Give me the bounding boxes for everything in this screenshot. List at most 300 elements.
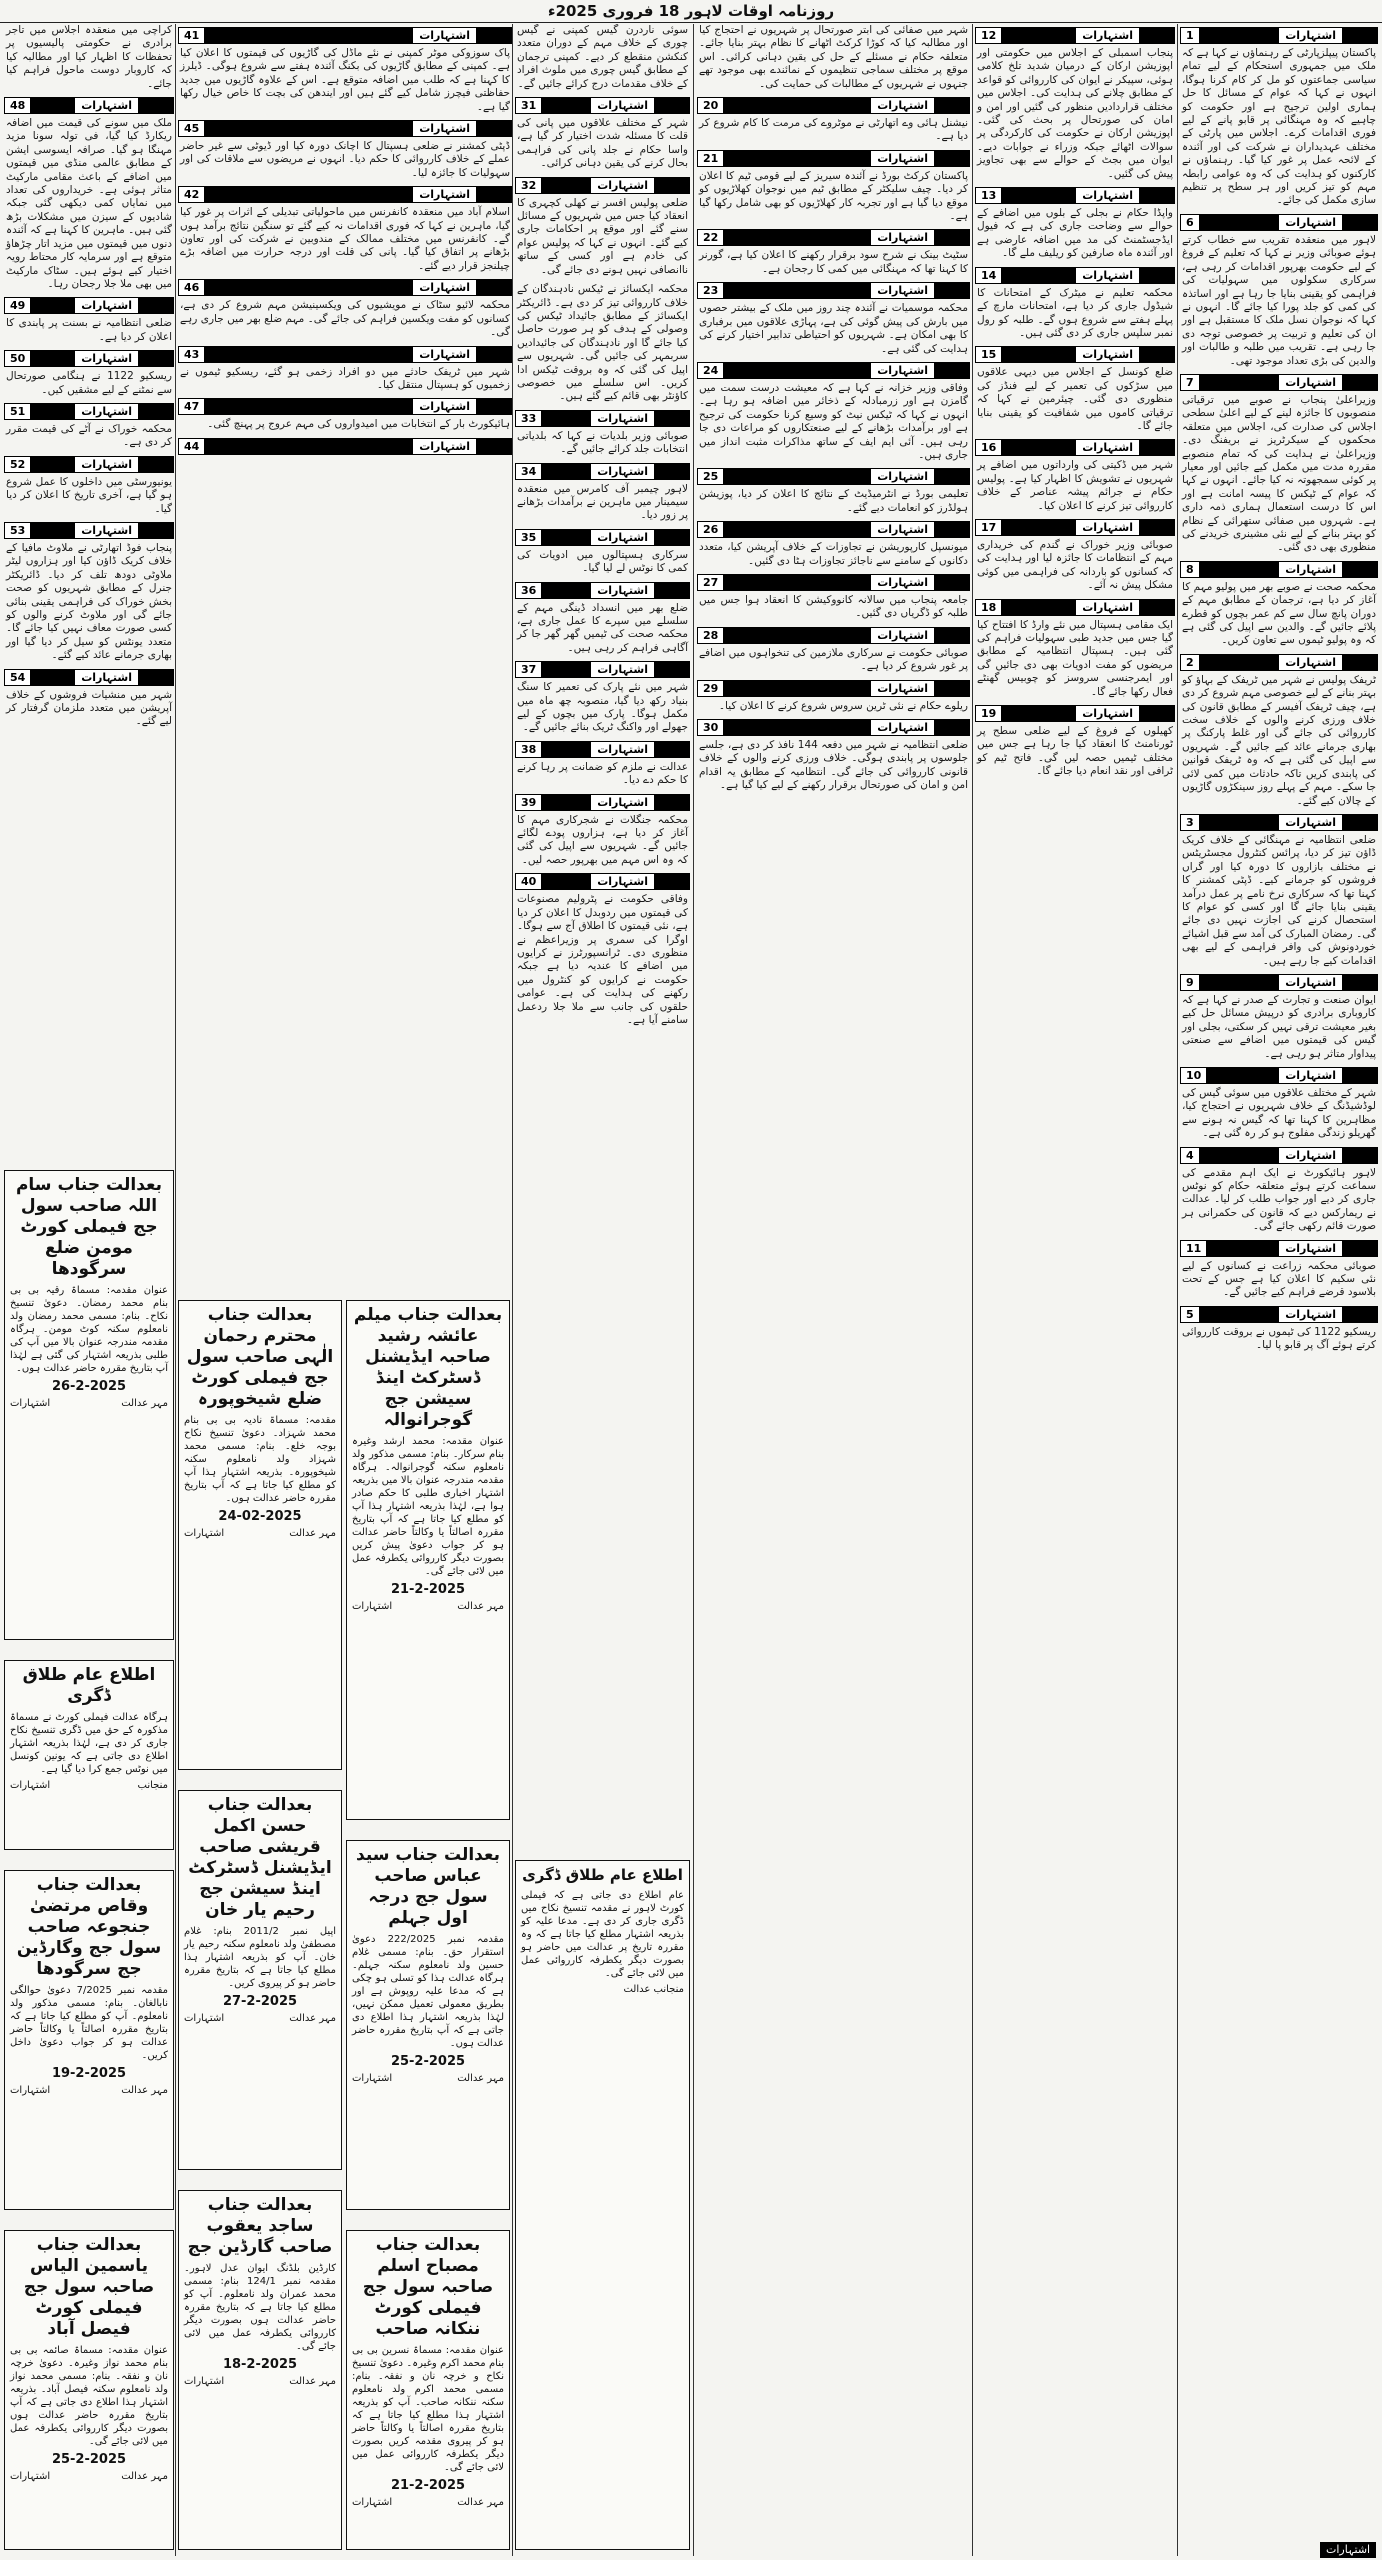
section-tag: اشتہارات bbox=[871, 628, 934, 643]
item-body: سوئی ناردرن گیس کمپنی نے گیس چوری کے خلاف مہم کے دوران متعدد کنکشن منقطع کر دیے۔ کمپنی ترجمان کے مطابق گیس چوری میں ملوث افراد کے خلاف مقدمات درج کرائے جائیں گے۔ bbox=[517, 24, 688, 90]
section-tag: اشتہارات bbox=[413, 187, 476, 202]
news-item bbox=[1180, 1306, 1378, 1353]
item-number: 48 bbox=[4, 97, 31, 114]
news-item bbox=[4, 456, 174, 516]
ad-court-title: بعدالت جناب یاسمین الیاس صاحبہ سول جج فیملی کورٹ فیصل آباد bbox=[23, 2235, 155, 2339]
section-tag: اشتہارات bbox=[591, 583, 654, 598]
item-body: شہر کے مختلف علاقوں میں پانی کی قلت کا مسئلہ شدت اختیار کر گیا ہے، واسا حکام نے جلد پانی کی فراہمی بحال کرنے کی یقین دہانی کرائی۔ bbox=[517, 117, 688, 170]
item-header-bar bbox=[4, 456, 174, 473]
ad-signature: منجانب اشتہارات bbox=[10, 1780, 168, 1791]
item-header-bar bbox=[975, 599, 1175, 616]
item-number: 36 bbox=[515, 582, 542, 599]
item-body: ضلع کونسل کے اجلاس میں دیہی علاقوں میں سڑکوں کی تعمیر کے لیے فنڈز کی منظوری دی گئی۔ چیئرمین نے کہا کہ ترقیاتی کاموں میں شفافیت کو یقینی بنایا جائے گا۔ bbox=[977, 366, 1173, 432]
item-number: 22 bbox=[697, 229, 724, 246]
item-number: 26 bbox=[697, 521, 724, 538]
item-header-bar bbox=[975, 519, 1175, 536]
item-body: واپڈا حکام نے بجلی کے بلوں میں اضافے کے حوالے سے وضاحت جاری کی ہے کہ فیول ایڈجسٹمنٹ کی مد میں اضافہ عارضی ہے اور آئندہ ماہ صارفین کو ریلیف ملے گا۔ bbox=[977, 207, 1173, 260]
section-tag: اشتہارات bbox=[75, 404, 138, 419]
ad-body: عنوان مقدمہ: مسماۃ نسرین بی بی بنام محمد اکرم وغیرہ۔ دعویٰ تنسیخ نکاح و خرچہ نان و نفقہ۔ بنام: مسمی محمد اکرم ولد نامعلوم سکنہ ننکانہ صاحب۔ آپ کو بذریعہ اشتہار ہذا مطلع کیا جاتا ہے کہ بتاریخ مقررہ اصالتاً یا وکالتاً حاضر ہو کر پیروی مقدمہ کریں بصورت دیگر یکطرفہ کارروائی عمل میں لائی جائے گی۔ bbox=[352, 2345, 504, 2473]
news-item bbox=[975, 705, 1175, 779]
news-item bbox=[178, 279, 512, 339]
news-item bbox=[697, 521, 970, 568]
news-item bbox=[697, 680, 970, 713]
item-header-bar bbox=[697, 680, 970, 697]
item-body: عدالت نے ملزم کو ضمانت پر رہا کرنے کا حکم دے دیا۔ bbox=[517, 760, 688, 787]
item-header-bar bbox=[975, 267, 1175, 284]
section-tag: اشتہارات bbox=[591, 795, 654, 810]
item-header-bar bbox=[4, 522, 174, 539]
item-header-bar bbox=[515, 529, 690, 546]
item-number: 6 bbox=[1180, 214, 1200, 231]
item-body: کراچی میں منعقدہ اجلاس میں تاجر برادری نے حکومتی پالیسیوں پر تحفظات کا اظہار کیا اور مطالبہ کیا کہ کاروبار دوست ماحول فراہم کیا جائے۔ bbox=[6, 24, 172, 90]
item-number: 13 bbox=[975, 187, 1002, 204]
section-tag: اشتہارات bbox=[1279, 375, 1342, 390]
court-ad bbox=[4, 2230, 174, 2550]
item-body: صوبائی محکمہ زراعت نے کسانوں کے لیے نئی سکیم کا اعلان کیا ہے جس کے تحت بلاسود قرضے فراہم کیے جائیں گے۔ bbox=[1182, 1259, 1376, 1299]
news-item bbox=[975, 27, 1175, 181]
item-body: ریسکیو 1122 کی ٹیموں نے بروقت کارروائی کرتے ہوئے آگ پر قابو پا لیا۔ bbox=[1182, 1325, 1376, 1352]
court-ad bbox=[4, 1870, 174, 2210]
news-item bbox=[1180, 654, 1378, 808]
section-tag: اشتہارات bbox=[871, 151, 934, 166]
column-c1 bbox=[1180, 24, 1378, 2554]
item-header-bar bbox=[515, 97, 690, 114]
news-item bbox=[697, 362, 970, 462]
section-tag: اشتہارات bbox=[1279, 1148, 1342, 1163]
item-number: 3 bbox=[1180, 814, 1200, 831]
item-header-bar bbox=[975, 705, 1175, 722]
item-header-bar bbox=[4, 297, 174, 314]
item-body: لاہور ہائیکورٹ نے ایک اہم مقدمے کی سماعت کرتے ہوئے متعلقہ حکام کو نوٹس جاری کر دیے اور جواب طلب کر لیا۔ عدالت نے ریمارکس دیے کہ قانون کی حکمرانی ہر صورت قائم رکھی جائے گی۔ bbox=[1182, 1166, 1376, 1233]
item-number: 37 bbox=[515, 661, 542, 678]
news-item bbox=[178, 398, 512, 431]
ad-date: 19-2-2025 bbox=[51, 2066, 127, 2081]
item-header-bar bbox=[697, 282, 970, 299]
item-header-bar bbox=[1180, 654, 1378, 671]
section-tag: اشتہارات bbox=[1076, 440, 1139, 455]
court-ad bbox=[346, 1840, 510, 2210]
item-body: شہر میں ٹریفک حادثے میں دو افراد زخمی ہو گئے، ریسکیو ٹیموں نے زخمیوں کو ہسپتال منتقل کیا۔ bbox=[180, 365, 510, 391]
section-tag: اشتہارات bbox=[75, 457, 138, 472]
section-tag: اشتہارات bbox=[1279, 28, 1342, 43]
item-header-bar bbox=[1180, 1240, 1378, 1257]
item-body: صوبائی وزیر بلدیات نے کہا کہ بلدیاتی انتخابات جلد کرائے جائیں گے۔ bbox=[517, 429, 688, 456]
item-header-bar bbox=[515, 177, 690, 194]
notice-body: عام اطلاع دی جاتی ہے کہ فیملی کورٹ لاہور نے مقدمہ تنسیخ نکاح میں ڈگری جاری کر دی ہے۔ مدعا علیہ کو بذریعہ اشتہار مطلع کیا جاتا ہے کہ وہ مقررہ تاریخ پر عدالت میں حاضر ہو بصورت دیگر یکطرفہ کارروائی عمل میں لائی جائے گی۔ bbox=[521, 1890, 684, 1979]
item-number: 12 bbox=[975, 27, 1002, 44]
ad-court-title: بعدالت جناب مصباح اسلم صاحبہ سول جج فیملی کورٹ ننکانہ صاحب bbox=[362, 2235, 494, 2339]
item-header-bar bbox=[4, 403, 174, 420]
item-body: شہر میں ڈکیتی کی وارداتوں میں اضافے پر شہریوں نے تشویش کا اظہار کیا ہے۔ پولیس حکام نے جرائم پیشہ عناصر کے خلاف کارروائی تیز کرنے کا اعلان کیا۔ bbox=[977, 459, 1173, 512]
news-item bbox=[697, 24, 970, 91]
item-number: 8 bbox=[1180, 561, 1200, 578]
section-tag: اشتہارات bbox=[75, 298, 138, 313]
item-number: 41 bbox=[178, 27, 205, 44]
news-item bbox=[515, 873, 690, 1027]
item-body: ٹریفک پولیس نے شہر میں ٹریفک کے بہاؤ کو بہتر بنانے کے لیے خصوصی مہم شروع کر دی ہے، چیف ٹریفک آفیسر کے مطابق قانون کی خلاف ورزی کرنے والوں کے خلاف سخت کارروائی کی جائے گی اور غلط پارکنگ پر بھاری جرمانے عائد کیے جائیں گے۔ شہریوں سے اپیل کی گئی ہے کہ وہ ٹریفک قوانین کی پابندی کریں تاکہ حادثات میں کمی لائی جا سکے۔ مہم کے پہلے روز سینکڑوں گاڑیوں کے چالان کیے گئے۔ bbox=[1182, 673, 1376, 807]
item-body: اسلام آباد میں منعقدہ کانفرنس میں ماحولیاتی تبدیلی کے اثرات پر غور کیا گیا، ماہرین نے کہا کہ فوری اقدامات نہ کیے گئے تو سنگین نتائج برآمد ہوں گے۔ کانفرنس میں مختلف ممالک کے مندوبین نے شرکت کی اور تعاون بڑھانے پر اتفاق کیا گیا۔ پانی کی قلت اور درجہ حرارت میں اضافہ بڑے چیلنجز قرار دیے گئے۔ bbox=[180, 206, 510, 272]
section-tag: اشتہارات bbox=[871, 283, 934, 298]
item-header-bar bbox=[1180, 214, 1378, 231]
item-header-bar bbox=[697, 521, 970, 538]
section-tag: اشتہارات bbox=[413, 347, 476, 362]
news-item bbox=[697, 574, 970, 621]
section-tag: اشتہارات bbox=[591, 874, 654, 889]
item-body: صوبائی حکومت نے سرکاری ملازمین کی تنخواہوں میں اضافے پر غور شروع کر دیا ہے۔ bbox=[699, 646, 968, 673]
item-header-bar bbox=[515, 741, 690, 758]
item-body: سٹیٹ بینک نے شرح سود برقرار رکھنے کا اعلان کیا ہے، گورنر کا کہنا تھا کہ مہنگائی میں کمی کا رجحان ہے۔ bbox=[699, 249, 968, 275]
item-body: پاک سوزوکی موٹر کمپنی نے نئے ماڈل کی گاڑیوں کی قیمتوں کا اعلان کیا ہے۔ کمپنی کے مطابق گاڑیوں کی بکنگ آئندہ ہفتے سے شروع ہوگی۔ ڈیلرز کا کہنا ہے کہ طلب میں اضافہ متوقع ہے۔ اس کے علاوہ گاڑیوں میں جدید حفاظتی فیچرز شامل کیے گئے ہیں اور ایندھن کی بچت کا خاص خیال رکھا گیا ہے۔ bbox=[180, 47, 510, 113]
item-number: 15 bbox=[975, 346, 1002, 363]
ad-signature: مہر عدالت اشتہارات bbox=[184, 2013, 336, 2024]
item-body: جامعہ پنجاب میں سالانہ کانووکیشن کا انعقاد ہوا جس میں طلبہ کو ڈگریاں دی گئیں۔ bbox=[699, 593, 968, 620]
item-number: 18 bbox=[975, 599, 1002, 616]
section-tag: اشتہارات bbox=[591, 530, 654, 545]
item-number: 54 bbox=[4, 669, 31, 686]
news-item bbox=[515, 283, 690, 404]
item-number: 16 bbox=[975, 439, 1002, 456]
column-c6 bbox=[4, 24, 174, 1174]
item-number: 33 bbox=[515, 410, 542, 427]
ad-court-title: بعدالت جناب سام اللہ صاحب سول جج فیملی کورٹ مومن ضلع سرگودھا bbox=[15, 1175, 163, 1279]
item-header-bar bbox=[178, 438, 512, 455]
news-item bbox=[515, 794, 690, 868]
ad-signature: مہر عدالت اشتہارات bbox=[352, 2073, 504, 2084]
item-number: 42 bbox=[178, 186, 205, 203]
news-item bbox=[697, 229, 970, 276]
item-header-bar bbox=[697, 97, 970, 114]
section-tag: اشتہارات bbox=[413, 28, 476, 43]
item-number: 2 bbox=[1180, 654, 1200, 671]
item-number: 46 bbox=[178, 279, 205, 296]
item-body: شہر کے مختلف علاقوں میں سوئی گیس کی لوڈشیڈنگ کے خلاف شہریوں نے احتجاج کیا، مظاہرین کا کہنا تھا کہ گیس نہ ہونے سے گھریلو زندگی مفلوج ہو کر رہ گئی ہے۔ bbox=[1182, 1087, 1376, 1140]
news-item bbox=[4, 522, 174, 663]
news-item bbox=[1180, 814, 1378, 968]
item-body: ضلعی انتظامیہ نے بسنت پر پابندی کا اعلان کر دیا ہے۔ bbox=[6, 317, 172, 343]
column-rule bbox=[1177, 24, 1178, 2556]
item-body: پاکستان کرکٹ بورڈ نے آئندہ سیریز کے لیے قومی ٹیم کا اعلان کر دیا۔ چیف سلیکٹر کے مطابق ٹیم میں نوجوان کھلاڑیوں کو موقع دیا گیا ہے اور تجربہ کار کھلاڑیوں کو بھی شامل رکھا گیا ہے۔ bbox=[699, 169, 968, 223]
item-body: ضلعی انتظامیہ نے شہر میں دفعہ 144 نافذ کر دی ہے، جلسے جلوسوں پر پابندی ہوگی۔ خلاف ورزی کرنے والوں کے خلاف قانونی کارروائی کی جائے گی۔ انتظامیہ کے مطابق یہ اقدام امن و امان کی صورتحال برقرار رکھنے کے لیے کیا گیا ہے۔ bbox=[699, 739, 968, 792]
item-header-bar bbox=[515, 873, 690, 890]
ad-court-title: اطلاع عام طلاق ڈگری bbox=[22, 1665, 156, 1706]
ad-body: مقدمہ: مسماۃ نادیہ بی بی بنام محمد شہزاد۔ دعویٰ تنسیخ نکاح بوجہ خلع۔ بنام: مسمی محمد شہزاد ولد نامعلوم سکنہ شیخوپورہ۔ بذریعہ اشتہار ہذا آپ کو مطلع کیا جاتا ہے کہ آپ بتاریخ مقررہ حاضر عدالت ہوں۔ bbox=[184, 1415, 336, 1504]
news-item bbox=[1180, 1147, 1378, 1234]
news-item bbox=[4, 403, 174, 450]
court-ad bbox=[178, 1790, 342, 2170]
item-body: کھیلوں کے فروغ کے لیے ضلعی سطح پر ٹورنامنٹ کا انعقاد کیا جا رہا ہے جس میں مختلف ٹیمیں حصہ لیں گی۔ فاتح ٹیم کو ٹرافی اور نقد انعام دیا جائے گا۔ bbox=[977, 725, 1173, 778]
item-number: 9 bbox=[1180, 974, 1200, 991]
news-item bbox=[178, 186, 512, 273]
item-number: 30 bbox=[697, 719, 724, 736]
ad-signature: مہر عدالت اشتہارات bbox=[352, 2497, 504, 2508]
item-number: 31 bbox=[515, 97, 542, 114]
item-header-bar bbox=[178, 120, 512, 137]
court-ad bbox=[4, 1660, 174, 1850]
column-c3 bbox=[697, 24, 970, 2554]
item-body: یونیورسٹی میں داخلوں کا عمل شروع ہو گیا ہے، آخری تاریخ کا اعلان کر دیا گیا۔ bbox=[6, 475, 172, 515]
item-number: 11 bbox=[1180, 1240, 1207, 1257]
item-header-bar bbox=[515, 463, 690, 480]
court-ad bbox=[178, 2190, 342, 2550]
column-rule bbox=[175, 24, 176, 2556]
section-tag: اشتہارات bbox=[871, 230, 934, 245]
ad-signature: مہر عدالت اشتہارات bbox=[184, 1528, 336, 1539]
item-body: ضلعی پولیس افسر نے کھلی کچہری کا انعقاد کیا جس میں شہریوں کے مسائل سنے گئے اور موقع پر احکامات جاری کیے گئے۔ انہوں نے کہا کہ پولیس عوام کی خادم ہے اور کسی کے ساتھ ناانصافی نہیں ہونے دی جائے گی۔ bbox=[517, 196, 688, 276]
item-header-bar bbox=[515, 582, 690, 599]
item-number: 52 bbox=[4, 456, 31, 473]
ad-court-title: بعدالت جناب محترم رحمان الٰہی صاحب سول جج فیملی کورٹ ضلع شیخوپورہ bbox=[186, 1305, 334, 1409]
item-header-bar bbox=[4, 669, 174, 686]
item-header-bar bbox=[1180, 374, 1378, 391]
item-header-bar bbox=[697, 468, 970, 485]
news-item bbox=[515, 661, 690, 735]
news-item bbox=[4, 297, 174, 344]
item-header-bar bbox=[178, 186, 512, 203]
news-item bbox=[697, 719, 970, 793]
item-header-bar bbox=[515, 794, 690, 811]
ad-date: 21-2-2025 bbox=[390, 2478, 466, 2493]
section-tag: اشتہارات bbox=[1076, 28, 1139, 43]
item-body: شہر میں منشیات فروشوں کے خلاف آپریشن میں متعدد ملزمان گرفتار کر لیے گئے۔ bbox=[6, 688, 172, 728]
section-tag: اشتہارات bbox=[75, 670, 138, 685]
item-header-bar bbox=[515, 661, 690, 678]
section-tag: اشتہارات bbox=[75, 351, 138, 366]
ad-date: 27-2-2025 bbox=[222, 1994, 298, 2009]
item-number: 39 bbox=[515, 794, 542, 811]
section-tag: اشتہارات bbox=[1076, 600, 1139, 615]
ad-body: عنوان مقدمہ: مسماۃ رقیہ بی بی بنام محمد رمضان۔ دعویٰ تنسیخ نکاح۔ بنام: مسمی محمد رمضان ولد نامعلوم سکنہ کوٹ مومن۔ ہرگاہ مقدمہ مندرجہ عنوان بالا میں آپ کی طلبی بذریعہ اشتہار کی گئی ہے لہٰذا آپ بتاریخ مقررہ حاضر عدالت ہوں۔ bbox=[10, 1285, 168, 1374]
item-number: 34 bbox=[515, 463, 542, 480]
ad-court-title: بعدالت جناب ساجد یعقوب صاحب گارڈین جج bbox=[187, 2195, 333, 2257]
item-body: محکمہ جنگلات نے شجرکاری مہم کا آغاز کر دیا ہے، ہزاروں پودے لگائے جائیں گے۔ شہریوں سے اپیل کی گئی کہ وہ اس مہم میں بھرپور حصہ لیں۔ bbox=[517, 813, 688, 866]
section-tag: اشتہارات bbox=[591, 411, 654, 426]
item-body: صوبائی وزیر خوراک نے گندم کی خریداری مہم کے انتظامات کا جائزہ لیا اور ہدایت کی کہ کسانوں کو باردانہ کی فراہمی میں کوئی مشکل پیش نہ آئے۔ bbox=[977, 538, 1173, 592]
item-number: 5 bbox=[1180, 1306, 1200, 1323]
ad-date: 18-2-2025 bbox=[222, 2357, 298, 2372]
item-body: پنجاب اسمبلی کے اجلاس میں حکومتی اور اپوزیشن ارکان کے درمیان شدید تلخ کلامی ہوئی، سپیکر نے ایوان کی کارروائی کو قواعد کے مطابق چلانے کی ہدایت کی۔ اجلاس میں مختلف قراردادیں منظور کی گئیں اور امن و امان کی صورتحال پر بحث کی گئی۔ اپوزیشن ارکان نے حکومت کی کارکردگی پر سوالات اٹھائے جبکہ وزراء نے جوابات دیے۔ ایوان میں بجٹ کے حوالے سے بھی تجاویز پیش کی گئیں۔ bbox=[977, 47, 1173, 180]
item-header-bar bbox=[975, 27, 1175, 44]
ad-signature: مہر عدالت اشتہارات bbox=[10, 2471, 168, 2482]
news-item bbox=[4, 97, 174, 291]
item-number: 14 bbox=[975, 267, 1002, 284]
column-rule bbox=[512, 24, 513, 2556]
ad-signature: مہر عدالت اشتہارات bbox=[352, 1601, 504, 1612]
ad-court-title: بعدالت جناب حسن اکمل قریشی صاحب ایڈیشنل ڈسٹرکٹ اینڈ سیشن جج رحیم یار خان bbox=[188, 1795, 332, 1920]
item-header-bar bbox=[697, 627, 970, 644]
news-item bbox=[515, 463, 690, 523]
item-header-bar bbox=[697, 719, 970, 736]
section-tag: اشتہارات bbox=[75, 98, 138, 113]
news-item bbox=[515, 529, 690, 576]
item-body: تعلیمی بورڈ نے انٹرمیڈیٹ کے نتائج کا اعلان کر دیا، پوزیشن ہولڈرز کو انعامات دیے گئے۔ bbox=[699, 488, 968, 514]
section-tag: اشتہارات bbox=[1279, 215, 1342, 230]
item-number: 10 bbox=[1180, 1067, 1207, 1084]
section-tag: اشتہارات bbox=[1279, 975, 1342, 990]
news-item bbox=[975, 599, 1175, 699]
section-tag: اشتہارات bbox=[1279, 562, 1342, 577]
news-item bbox=[515, 741, 690, 788]
item-number: 19 bbox=[975, 705, 1002, 722]
item-body: وزیراعلیٰ پنجاب نے صوبے میں ترقیاتی منصوبوں کا جائزہ لینے کے لیے اعلیٰ سطحی اجلاس کی صدارت کی، اجلاس میں متعلقہ محکموں کے سیکرٹریز نے بریفنگ دی۔ وزیراعلیٰ نے ہدایت کی کہ تمام منصوبے مقررہ مدت میں مکمل کیے جائیں اور معیار پر کوئی سمجھوتہ نہ کیا جائے۔ انہوں نے کہا کہ عوام کے ٹیکس کا پیسہ امانت ہے اور اس کا درست استعمال ہماری ذمہ داری ہے۔ شہروں میں صفائی ستھرائی کے نظام کو بہتر بنانے کے لیے نئی مشینری خریدنے کی منظوری بھی دی گئی۔ bbox=[1182, 393, 1376, 554]
news-item bbox=[515, 24, 690, 91]
section-tag: اشتہارات bbox=[1279, 1307, 1342, 1322]
item-body: پنجاب فوڈ اتھارٹی نے ملاوٹ مافیا کے خلاف کریک ڈاؤن کیا اور ہزاروں لیٹر ملاوٹی دودھ تلف کر دیا۔ ڈائریکٹر جنرل کے مطابق شہریوں کو صحت بخش خوراک کی فراہمی یقینی بنائی جائے گی اور ملاوٹ کرنے والوں کو کسی صورت معاف نہیں کیا جائے گا۔ متعدد یونٹس کو سیل کر دیا گیا اور بھاری جرمانے عائد کیے گئے۔ bbox=[6, 541, 172, 662]
ad-signature: مہر عدالت اشتہارات bbox=[10, 2085, 168, 2096]
ad-date: 25-2-2025 bbox=[390, 2054, 466, 2069]
item-number: 50 bbox=[4, 350, 31, 367]
item-header-bar bbox=[1180, 814, 1378, 831]
section-tag: اشتہارات bbox=[1279, 655, 1342, 670]
section-tag: اشتہارات bbox=[591, 98, 654, 113]
item-header-bar bbox=[697, 150, 970, 167]
news-item bbox=[1180, 374, 1378, 555]
section-tag: اشتہارات bbox=[871, 98, 934, 113]
news-item bbox=[1180, 27, 1378, 208]
item-number: 44 bbox=[178, 438, 205, 455]
item-number: 28 bbox=[697, 627, 724, 644]
news-item bbox=[1180, 974, 1378, 1061]
notice-signature: منجانب عدالت bbox=[623, 1984, 684, 1995]
item-number: 32 bbox=[515, 177, 542, 194]
section-tag: اشتہارات bbox=[591, 178, 654, 193]
news-item bbox=[697, 150, 970, 224]
section-tag: اشتہارات bbox=[1076, 268, 1139, 283]
news-item bbox=[178, 438, 512, 455]
ad-body: کارڈین بلڈنگ ایوان عدل لاہور۔ مقدمہ نمبر 124/1 بنام: مسمی محمد عمران ولد نامعلوم۔ آپ کو مطلع کیا جاتا ہے کہ بتاریخ مقررہ حاضر عدالت ہوں بصورت دیگر کارروائی یکطرفہ عمل میں لائی جائے گی۔ bbox=[184, 2263, 336, 2352]
news-item bbox=[178, 346, 512, 393]
ad-date: 21-2-2025 bbox=[390, 1582, 466, 1597]
section-tag: اشتہارات bbox=[1076, 520, 1139, 535]
item-body: ایوان صنعت و تجارت کے صدر نے کہا ہے کہ کاروباری برادری کو درپیش مسائل حل کیے بغیر معیشت ترقی نہیں کر سکتی، بجلی اور گیس کی قیمتوں میں اضافے سے صنعتی پیداوار متاثر ہو رہی ہے۔ bbox=[1182, 993, 1376, 1060]
footer-section-label: اشتہارات bbox=[1320, 2542, 1376, 2558]
ad-body: عنوان مقدمہ: مسماۃ صائمہ بی بی بنام محمد نواز وغیرہ۔ دعویٰ خرچہ نان و نفقہ۔ بنام: مسمی محمد نواز ولد نامعلوم سکنہ فیصل آباد۔ بذریعہ اشتہار ہذا اطلاع دی جاتی ہے کہ آپ بتاریخ مقررہ حاضر عدالت ہوں بصورت دیگر کارروائی یکطرفہ عمل میں لائی جائے گی۔ bbox=[10, 2345, 168, 2447]
item-body: پاکستان پیپلزپارٹی کے رہنماؤں نے کہا ہے کہ ملک میں جمہوری استحکام کے لیے تمام سیاسی جماعتوں کو مل کر کام کرنا ہوگا، انہوں نے کہا کہ عوام کے مسائل کا حل ہماری اولین ترجیح ہے اور حکومت کو چاہیے کہ وہ مہنگائی پر قابو پانے کے لیے فوری اقدامات کرے۔ اجلاس میں پارٹی کے مختلف عہدیداران نے شرکت کی اور آئندہ کے لائحہ عمل پر غور کیا گیا۔ رہنماؤں نے کارکنوں کو ہدایت کی کہ وہ عوامی رابطہ مہم کو تیز کریں اور ہر سطح پر تنظیم سازی مکمل کی جائے۔ bbox=[1182, 47, 1376, 207]
section-tag: اشتہارات bbox=[871, 469, 934, 484]
section-tag: اشتہارات bbox=[871, 681, 934, 696]
item-number: 45 bbox=[178, 120, 205, 137]
item-body: محکمہ خوراک نے آٹے کی قیمت مقرر کر دی ہے۔ bbox=[6, 422, 172, 449]
news-item bbox=[515, 410, 690, 457]
item-body: ایک مقامی ہسپتال میں نئے وارڈ کا افتتاح کیا گیا جس میں جدید طبی سہولیات فراہم کی گئی ہیں۔ ہسپتال انتظامیہ کے مطابق مریضوں کو مفت ادویات بھی دی جائیں گی اور ایمرجنسی سروسز کو چوبیس گھنٹے فعال رکھا جائے گا۔ bbox=[977, 618, 1173, 698]
ad-signature: مہر عدالت اشتہارات bbox=[10, 1398, 168, 1409]
news-item bbox=[697, 97, 970, 144]
court-ad bbox=[4, 1170, 174, 1640]
item-body: ضلعی انتظامیہ نے مہنگائی کے خلاف کریک ڈاؤن تیز کر دیا، پرائس کنٹرول مجسٹریٹس نے مختلف بازاروں کا دورہ کیا اور گراں فروشوں کو جرمانے کیے۔ ڈپٹی کمشنر کا کہنا تھا کہ سرکاری نرخ نامے پر عمل درآمد یقینی بنایا جائے گا اور کسی کو عوام کا استحصال کرنے کی اجازت نہیں دی جائے گی۔ رمضان المبارک کی آمد سے قبل اشیائے خوردونوش کی وافر فراہمی کے لیے بھی اقدامات کیے جا رہے ہیں۔ bbox=[1182, 833, 1376, 967]
section-tag: اشتہارات bbox=[413, 399, 476, 414]
news-item bbox=[4, 669, 174, 729]
column-c2 bbox=[975, 24, 1175, 2554]
item-body: شہر میں صفائی کی ابتر صورتحال پر شہریوں نے احتجاج کیا اور مطالبہ کیا کہ کوڑا کرکٹ اٹھانے کا نظام بہتر بنایا جائے۔ متعلقہ حکام نے مسئلے کے حل کی یقین دہانی کرائی۔ اس موقع پر مختلف سماجی تنظیموں کے نمائندے بھی موجود تھے جنہوں نے شہریوں کے مطالبات کی حمایت کی۔ bbox=[699, 24, 968, 90]
item-header-bar bbox=[4, 97, 174, 114]
news-item bbox=[1180, 561, 1378, 648]
section-tag: اشتہارات bbox=[1279, 1241, 1342, 1256]
news-item bbox=[697, 468, 970, 515]
news-item bbox=[975, 439, 1175, 513]
news-item bbox=[4, 350, 174, 397]
item-number: 51 bbox=[4, 403, 31, 420]
item-body: لاہور میں منعقدہ تقریب سے خطاب کرتے ہوئے صوبائی وزیر نے کہا کہ تعلیم کے فروغ کے لیے حکومت بھرپور اقدامات کر رہی ہے، سرکاری سکولوں میں سہولیات کی فراہمی کو یقینی بنایا جا رہا ہے اور اساتذہ کی کمی کو جلد پورا کیا جائے گا۔ انہوں نے کہا کہ نوجوان نسل ملک کا مستقبل ہے اور ان کی تعلیم و تربیت پر خصوصی توجہ دی جا رہی ہے۔ تقریب میں طلبہ و طالبات اور والدین کی بڑی تعداد موجود تھی۔ bbox=[1182, 233, 1376, 367]
item-header-bar bbox=[975, 346, 1175, 363]
section-tag: اشتہارات bbox=[871, 522, 934, 537]
news-item bbox=[1180, 1240, 1378, 1300]
item-body: ریلوے حکام نے نئی ٹرین سروس شروع کرنے کا اعلان کیا۔ bbox=[718, 699, 968, 712]
notice-title: اطلاع عام طلاق ڈگری bbox=[522, 1866, 683, 1884]
item-header-bar bbox=[1180, 1147, 1378, 1164]
ad-court-title: بعدالت جناب میلم عائشہ رشید صاحبہ ایڈیشنل ڈسٹرکٹ اینڈ سیشن جج گوجرانوالہ bbox=[353, 1305, 503, 1430]
item-header-bar bbox=[178, 398, 512, 415]
column-rule bbox=[972, 24, 973, 2556]
item-number: 43 bbox=[178, 346, 205, 363]
ad-date: 26-2-2025 bbox=[51, 1379, 127, 1394]
item-body: محکمہ ایکسائز نے ٹیکس نادہندگان کے خلاف کارروائی تیز کر دی ہے۔ ڈائریکٹر ایکسائز کے مطابق جائیداد ٹیکس کی وصولی کے ہدف کو ہر صورت حاصل کیا جائے گا اور نادہندگان کی جائیدادیں سربمہر کی جائیں گی۔ شہریوں سے اپیل کی گئی کہ وہ بروقت ٹیکس ادا کریں۔ اس سلسلے میں خصوصی کاؤنٹر بھی قائم کیے گئے ہیں۔ bbox=[517, 283, 688, 403]
item-body: ہائیکورٹ بار کے انتخابات میں امیدواروں کی مہم عروج پر پہنچ گئی۔ bbox=[207, 418, 510, 431]
item-header-bar bbox=[1180, 27, 1378, 44]
item-number: 25 bbox=[697, 468, 724, 485]
item-number: 4 bbox=[1180, 1147, 1200, 1164]
court-ad bbox=[346, 1300, 510, 1820]
item-header-bar bbox=[1180, 561, 1378, 578]
news-item bbox=[697, 627, 970, 674]
item-number: 53 bbox=[4, 522, 31, 539]
court-ad bbox=[346, 2230, 510, 2550]
news-item bbox=[178, 120, 512, 180]
item-header-bar bbox=[975, 439, 1175, 456]
item-header-bar bbox=[697, 574, 970, 591]
item-number: 17 bbox=[975, 519, 1002, 536]
news-item bbox=[515, 97, 690, 171]
item-body: نیشنل ہائی وے اتھارٹی نے موٹروے کی مرمت کا کام شروع کر دیا ہے۔ bbox=[699, 117, 968, 143]
section-tag: اشتہارات bbox=[413, 439, 476, 454]
news-item bbox=[515, 582, 690, 656]
news-item bbox=[975, 519, 1175, 593]
item-number: 21 bbox=[697, 150, 724, 167]
ad-signature: مہر عدالت اشتہارات bbox=[184, 2376, 336, 2387]
item-body: ڈپٹی کمشنر نے ضلعی ہسپتال کا اچانک دورہ کیا اور ڈیوٹی سے غیر حاضر عملے کے خلاف کارروائی کا حکم دیا۔ انہوں نے مریضوں سے ملاقات کی اور سہولیات کا جائزہ لیا۔ bbox=[180, 140, 510, 179]
ad-court-title: بعدالت جناب وقاص مرتضیٰ جنجوعہ صاحب سول جج وگارڈین جج سرگودھا bbox=[16, 1875, 162, 1979]
section-tag: اشتہارات bbox=[591, 742, 654, 757]
section-tag: اشتہارات bbox=[871, 720, 934, 735]
section-tag: اشتہارات bbox=[1076, 706, 1139, 721]
item-number: 7 bbox=[1180, 374, 1200, 391]
item-header-bar bbox=[178, 27, 512, 44]
item-number: 29 bbox=[697, 680, 724, 697]
item-header-bar bbox=[1180, 974, 1378, 991]
news-item bbox=[975, 267, 1175, 341]
column-c4 bbox=[515, 24, 690, 1854]
ad-body: عنوان مقدمہ: محمد ارشد وغیرہ بنام سرکار۔ بنام: مسمی مذکور ولد نامعلوم سکنہ گوجرانوالہ۔ ہرگاہ مقدمہ مندرجہ عنوان بالا میں بذریعہ اشتہار اخباری طلبی کا حکم صادر ہوا ہے، لہٰذا بذریعہ اشتہار ہذا آپ کو مطلع کیا جاتا ہے کہ آپ بتاریخ مقررہ اصالتاً یا وکالتاً حاضر عدالت ہو کر جواب دعویٰ پیش کریں بصورت دیگر کارروائی یکطرفہ عمل میں لائی جائے گی۔ bbox=[352, 1436, 504, 1577]
item-body: شہر میں نئے پارک کی تعمیر کا سنگ بنیاد رکھ دیا گیا، منصوبہ چھ ماہ میں مکمل ہوگا۔ پارک میں بچوں کے لیے جھولے اور واکنگ ٹریک بنائے جائیں گے۔ bbox=[517, 681, 688, 734]
section-tag: اشتہارات bbox=[871, 363, 934, 378]
item-body: ریسکیو 1122 نے ہنگامی صورتحال سے نمٹنے کے لیے مشقیں کیں۔ bbox=[6, 370, 172, 396]
item-header-bar bbox=[4, 350, 174, 367]
section-tag: اشتہارات bbox=[1076, 347, 1139, 362]
item-body: ملک میں سونے کی قیمت میں اضافہ ریکارڈ کیا گیا، فی تولہ سونا مزید مہنگا ہو گیا۔ صرافہ ایسوسی ایشن کے مطابق عالمی منڈی میں قیمتوں میں اضافے کے باعث مقامی مارکیٹ متاثر ہوئی ہے۔ خریداروں کی تعداد میں نمایاں کمی دیکھی گئی جبکہ شادیوں کے سیزن میں مشکلات بڑھ گئی ہیں۔ ماہرین کا کہنا ہے کہ آئندہ دنوں میں قیمتوں میں مزید اتار چڑھاؤ متوقع ہے اور سرمایہ کار محتاط رویہ اختیار کیے ہوئے ہیں۔ سٹاک مارکیٹ میں بھی ملا جلا رجحان رہا۔ bbox=[6, 117, 172, 290]
item-number: 47 bbox=[178, 398, 205, 415]
ad-body: مقدمہ نمبر 222/2025 دعویٰ استقرار حق۔ بنام: مسمی غلام حسین ولد نامعلوم سکنہ جہلم۔ ہرگاہ عدالت ہذا کو تسلی ہو چکی ہے کہ مدعا علیہ روپوش ہے اور بطریق معمولی تعمیل ممکن نہیں، لہٰذا بذریعہ اشتہار ہذا اطلاع دی جاتی ہے کہ آپ بتاریخ مقررہ حاضر عدالت ہوں۔ bbox=[352, 1934, 505, 2049]
news-item bbox=[975, 187, 1175, 261]
ad-body: اپیل نمبر 2011/2 بنام: غلام مصطفیٰ ولد نامعلوم سکنہ رحیم یار خان۔ آپ کو بذریعہ اشتہار ہذا مطلع کیا جاتا ہے کہ بتاریخ مقررہ حاضر ہو کر پیروی کریں۔ bbox=[184, 1926, 337, 1989]
item-number: 40 bbox=[515, 873, 542, 890]
item-header-bar bbox=[697, 229, 970, 246]
item-body: ضلع بھر میں انسداد ڈینگی مہم کے سلسلے میں سپرے کا عمل جاری ہے، محکمہ صحت کی ٹیمیں گھر گھر جا کر آگاہی فراہم کر رہی ہیں۔ bbox=[517, 601, 688, 654]
news-item bbox=[1180, 214, 1378, 368]
item-number: 35 bbox=[515, 529, 542, 546]
news-item bbox=[178, 27, 512, 114]
news-item bbox=[697, 282, 970, 356]
item-header-bar bbox=[515, 410, 690, 427]
item-number: 49 bbox=[4, 297, 31, 314]
item-number: 1 bbox=[1180, 27, 1200, 44]
